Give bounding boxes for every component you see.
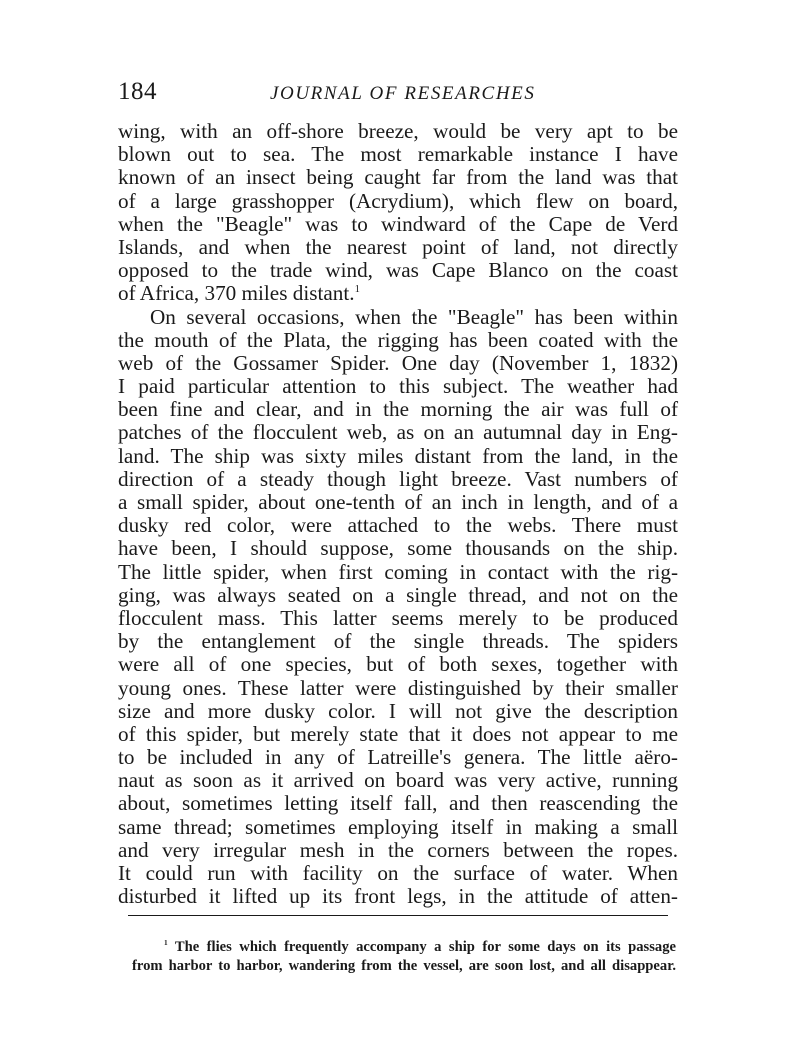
text-line: blown out to sea. The most remarkable instance I have [118,142,678,167]
footnote-line [132,938,676,957]
text-line: when the "Beagle" was to windward of the Cape de Verd [118,211,678,236]
text-line: about, sometimes letting itself fall, and then reascending the [118,791,678,816]
text-line: ging, was always seated on a single thread, and not on the [118,582,678,607]
text-line: naut as soon as it arrived on board was very active, running [118,768,678,793]
text-line: dusky red color, were attached to the webs. There must [118,513,678,538]
page-number: 184 [118,78,157,105]
text-line: size and more dusky color. I will not give the description [118,698,678,723]
text-line: of this spider, but merely state that it does not appear to me [118,721,678,746]
text-line: land. The ship was sixty miles distant from the land, in the [118,443,678,468]
text-line: been fine and clear, and in the morning the air was full of [118,397,678,422]
text-line: opposed to the trade wind, was Cape Blanco on the coast [118,258,678,283]
text-line: known of an insect being caught far from the land was that [118,165,678,190]
text-line: and very irregular mesh in the corners between the ropes. [118,837,678,862]
text-line: flocculent mass. This latter seems merely to be produced [118,605,678,630]
text-line: same thread; sometimes employing itself in making a small [118,814,678,839]
text-line: web of the Gossamer Spider. One day (November 1, 1832) [118,350,678,375]
text-line: by the entanglement of the single threads. The spiders [118,629,678,654]
text-line: of Africa, 370 miles distant. [118,281,355,306]
footnote [132,938,676,976]
text-line: It could run with facility on the surface of water. When [118,861,678,885]
text-line: have been, I should suppose, some thousands on the ship. [118,536,678,561]
text-line: a small spider, about one-tenth of an inch in length, and of a [118,490,678,514]
text-line: The little spider, when first coming in contact with the rig- [118,559,678,584]
footnote-marker: 1 [164,938,168,948]
text-line: young ones. These latter were distinguished by their smaller [118,675,678,700]
footnote-text: from harbor to harbor, wandering from the vessel, are soon lost, and all disappear. [132,958,676,974]
body-text [118,120,678,908]
text-line: Islands, and when the nearest point of land, not directly [118,234,678,259]
text-line: the mouth of the Plata, the rigging has been coated with the [118,327,678,352]
text-line: wing, with an off-shore breeze, would be very apt to be [118,119,678,143]
page-title: JOURNAL OF RESEARCHES [270,83,536,104]
text-line: direction of a steady though light breeze. Vast numbers of [118,466,678,491]
text-line: were all of one species, but of both sexes, together with [118,652,678,677]
text-line: On several occasions, when the "Beagle" has been within [150,304,678,329]
text-line: disturbed it lifted up its front legs, in the attitude of atten- [118,884,678,909]
text-line: of a large grasshopper (Acrydium), which flew on board, [118,188,678,213]
footnote-text: The flies which frequently accompany a ship for some days on its passage [174,939,676,955]
footnote-divider [128,915,668,916]
footnote-reference: 1 [354,284,360,296]
text-line: I paid particular attention to this subject. The weather had [118,374,678,399]
text-line: patches of the flocculent web, as on an autumnal day in Eng- [118,420,678,445]
paragraph-end-line [118,282,678,305]
running-head [118,78,678,112]
text-line: to be included in any of Latreille's genera. The little aëro- [118,745,678,770]
